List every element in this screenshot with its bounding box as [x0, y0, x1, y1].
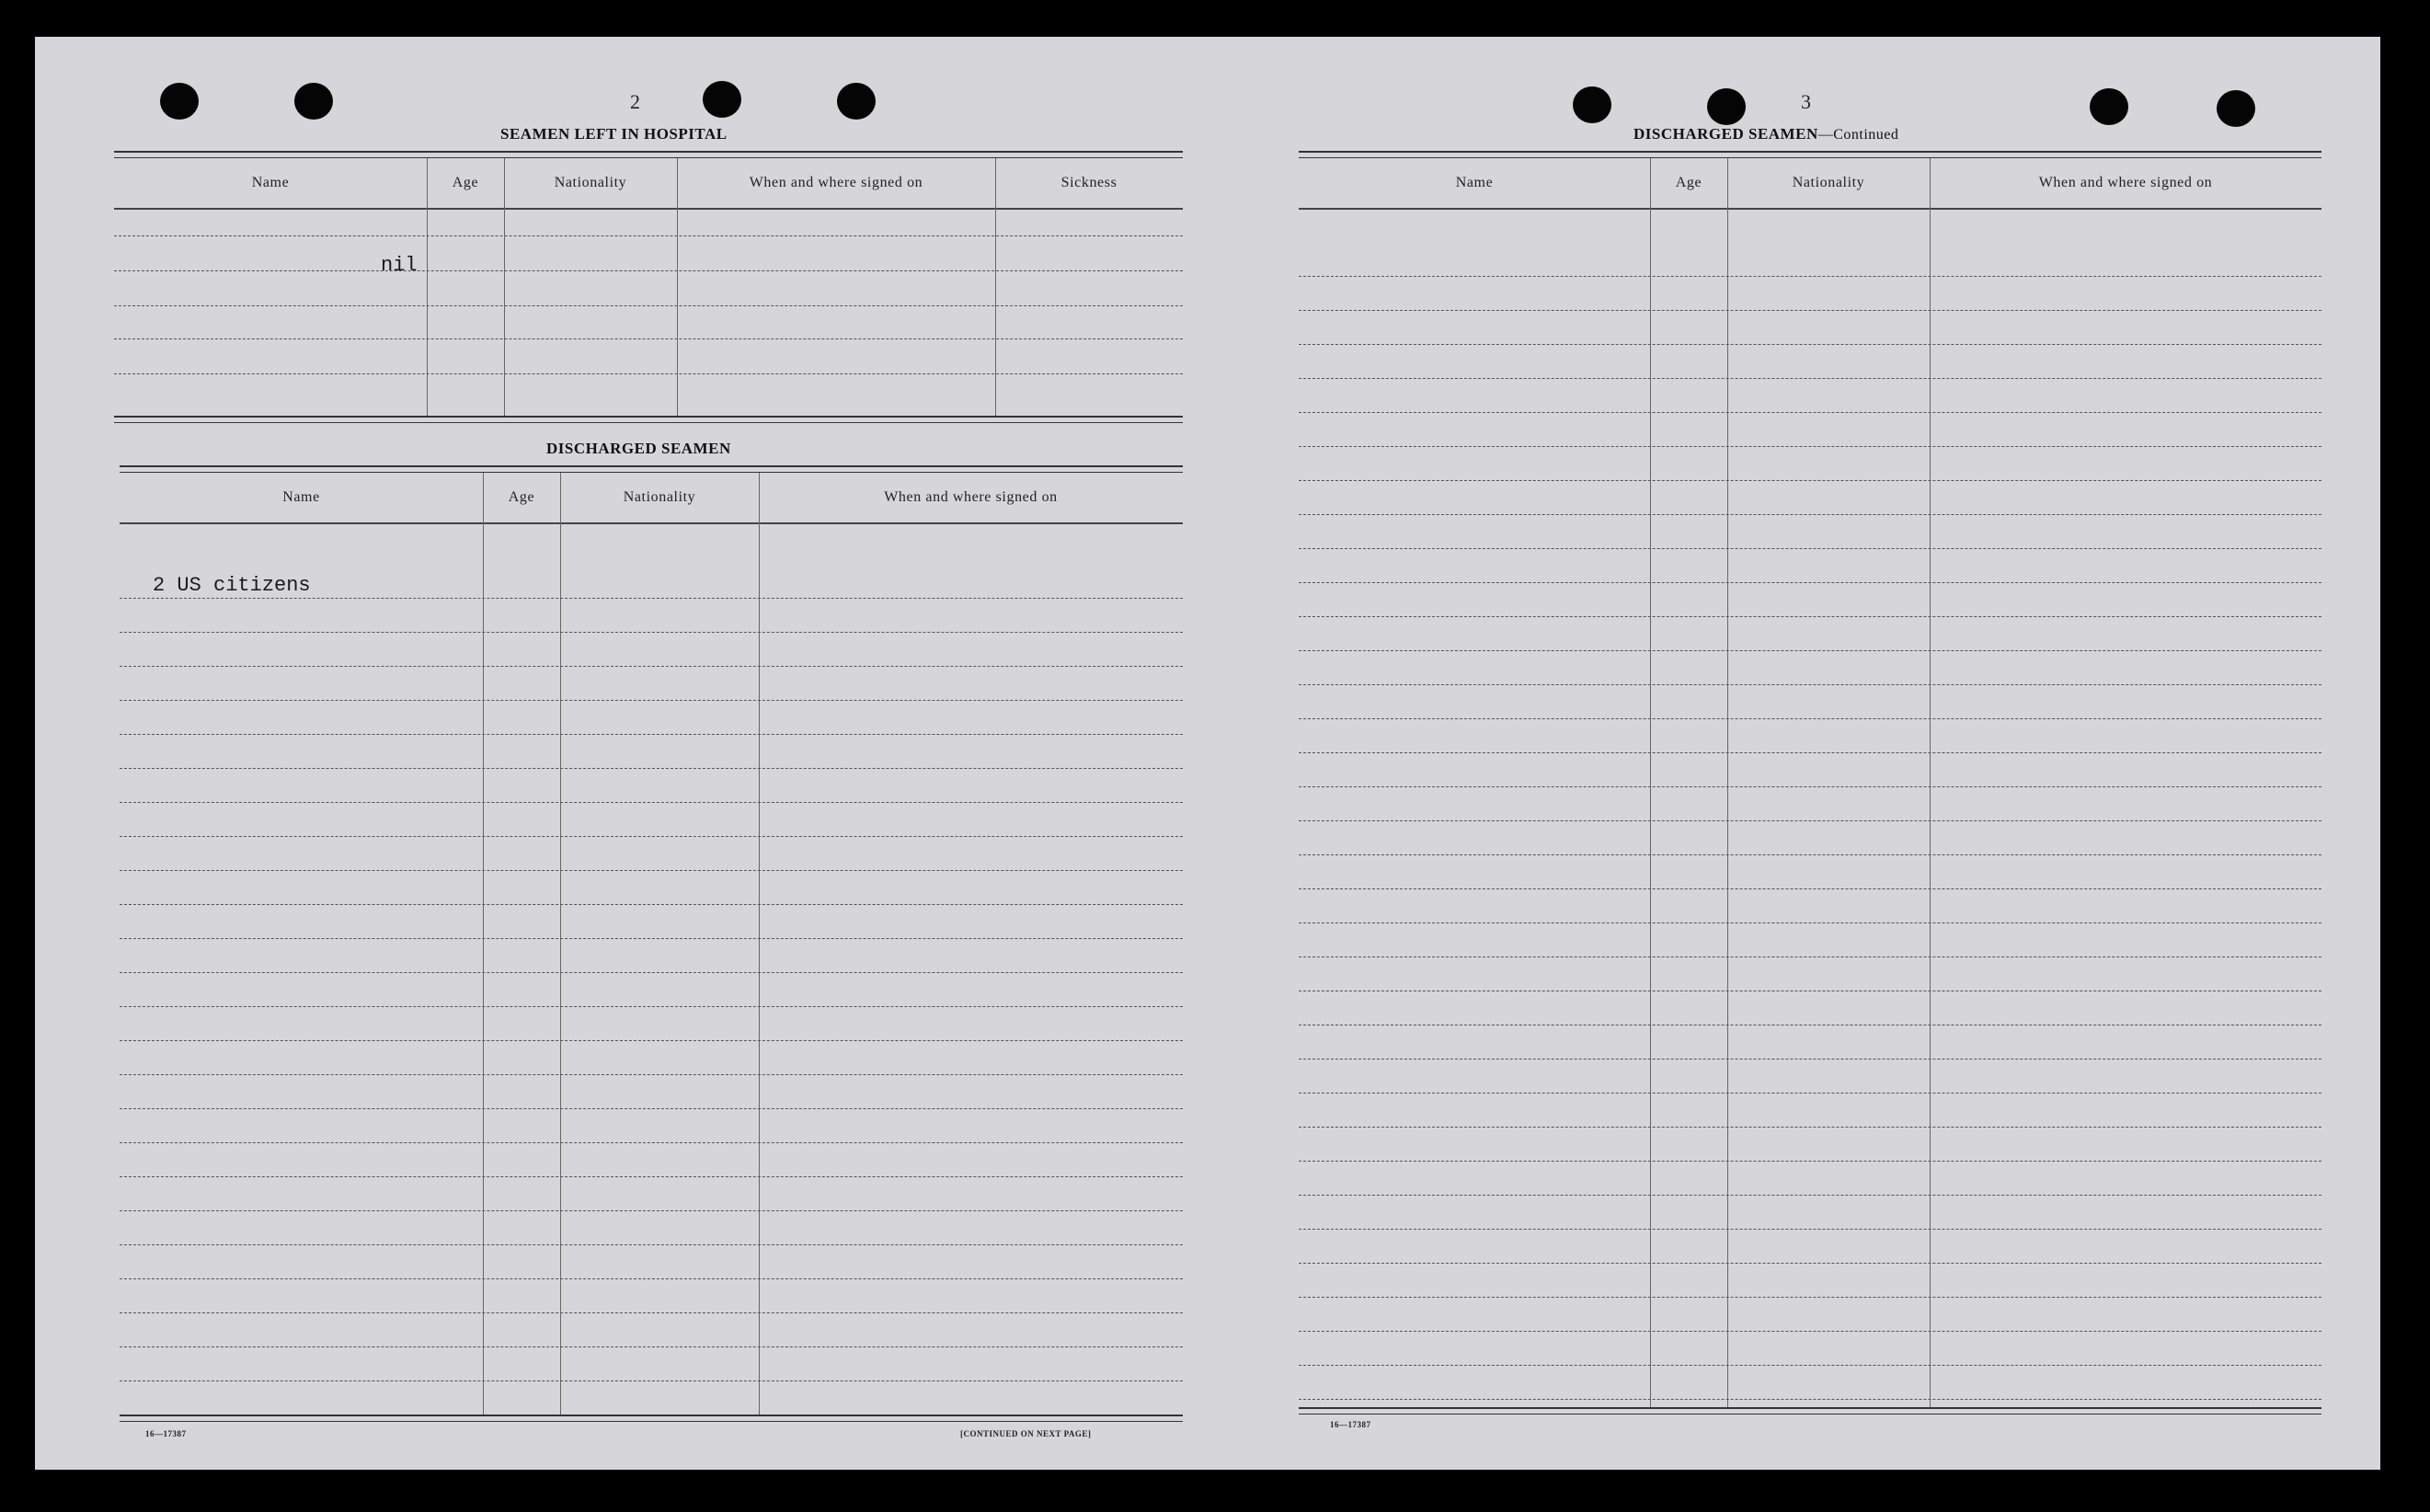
discharged-continued-header: [1299, 158, 2321, 210]
entry-line: [120, 1176, 1183, 1177]
entry-line: [120, 836, 1183, 837]
entry-line: [120, 972, 1183, 973]
right-bottom-rule: [1299, 1407, 2321, 1415]
entry-line: [1299, 1365, 2321, 1366]
entry-line: [1299, 276, 2321, 277]
entry-line: [114, 338, 1183, 339]
column-divider: [1727, 158, 1728, 1407]
entry-line: [1299, 1399, 2321, 1400]
column-header-signed-on: When and where signed on: [749, 175, 923, 190]
form-number-left: 16—17387: [145, 1429, 187, 1438]
entry-line: [1299, 1297, 2321, 1298]
entry-line: [1299, 1263, 2321, 1264]
page-number-left: 2: [630, 90, 640, 113]
discharged-section-title: DISCHARGED SEAMEN: [546, 440, 731, 457]
entry-line: [120, 870, 1183, 871]
entry-line: [120, 938, 1183, 939]
entry-line: [1299, 650, 2321, 651]
entry-line: [1299, 1195, 2321, 1196]
entry-line: [1299, 378, 2321, 379]
entry-line: [120, 1210, 1183, 1211]
entry-line: [1299, 888, 2321, 889]
entry-line: [1299, 1127, 2321, 1128]
entry-line: [1299, 514, 2321, 515]
hospital-bottom-rule: [114, 416, 1183, 423]
entry-line: [1299, 446, 2321, 447]
column-header-nationality: Nationality: [1792, 175, 1865, 190]
column-header-age: Age: [452, 175, 479, 190]
entry-line: [1299, 684, 2321, 685]
entry-line: [1299, 1059, 2321, 1060]
entry-line: [114, 373, 1183, 374]
discharged-top-rule: [120, 465, 1183, 473]
punch-hole: [1573, 86, 1611, 123]
punch-hole: [2090, 88, 2128, 125]
column-header-sickness: Sickness: [1060, 175, 1118, 190]
entry-line: [1299, 956, 2321, 957]
entry-line: [114, 305, 1183, 306]
column-divider: [560, 473, 561, 1415]
column-divider: [677, 158, 678, 416]
column-header-nationality: Nationality: [554, 175, 627, 190]
entry-line: [1299, 344, 2321, 345]
document-sheet: [35, 37, 2380, 1470]
entry-line: [120, 904, 1183, 905]
entry-line: [120, 632, 1183, 633]
right-top-rule: [1299, 151, 2321, 158]
entry-line: [120, 1380, 1183, 1381]
entry-line: [1299, 310, 2321, 311]
entry-line: [1299, 752, 2321, 753]
entry-line: [1299, 1161, 2321, 1162]
column-divider: [483, 473, 484, 1415]
punch-hole: [160, 83, 199, 120]
hospital-table-header: [114, 158, 1183, 210]
entry-line: [1299, 582, 2321, 583]
entry-line: [114, 270, 1183, 271]
column-divider: [995, 158, 996, 416]
entry-line: [120, 1244, 1183, 1245]
entry-line: [1299, 820, 2321, 821]
column-divider: [759, 473, 760, 1415]
discharged-table-left: [120, 473, 1183, 1415]
entry-line: [120, 1142, 1183, 1143]
hospital-section-title: SEAMEN LEFT IN HOSPITAL: [500, 125, 728, 143]
entry-line: [1299, 718, 2321, 719]
column-divider: [504, 158, 505, 416]
entry-line: [1299, 1093, 2321, 1094]
discharged-table-header: [120, 473, 1183, 524]
entry-line: [1299, 1331, 2321, 1332]
punch-hole: [1707, 88, 1746, 125]
entry-line: [1299, 922, 2321, 923]
column-header-signed-on: When and where signed on: [2038, 175, 2213, 190]
form-number-right: 16—17387: [1330, 1420, 1371, 1429]
punch-hole: [837, 83, 876, 120]
entry-line: [1299, 480, 2321, 481]
discharged-continued-title-suffix: —Continued: [1817, 127, 1899, 143]
page-number-right: 3: [1801, 90, 1811, 113]
entry-line: [120, 1108, 1183, 1109]
entry-line: [1299, 1229, 2321, 1230]
entry-line: [120, 1346, 1183, 1347]
hospital-entry-text: nil: [381, 254, 418, 277]
entry-line: [120, 1278, 1183, 1279]
column-header-name: Name: [1455, 175, 1494, 190]
column-header-name: Name: [282, 489, 320, 505]
entry-line: [120, 1040, 1183, 1041]
entry-line: [120, 768, 1183, 769]
entry-line: [120, 734, 1183, 735]
entry-line: [120, 802, 1183, 803]
entry-line: [120, 1312, 1183, 1313]
column-header-age: Age: [508, 489, 535, 505]
discharged-entry-text: 2 US citizens: [153, 574, 311, 597]
entry-line: [120, 700, 1183, 701]
entry-line: [1299, 786, 2321, 787]
discharged-continued-title: [1633, 125, 1898, 143]
entry-line: [120, 666, 1183, 667]
hospital-top-rule: [114, 151, 1183, 158]
entry-line: [114, 235, 1183, 236]
punch-hole: [703, 81, 741, 118]
column-divider: [1930, 158, 1931, 1407]
column-header-age: Age: [1675, 175, 1702, 190]
entry-line: [1299, 548, 2321, 549]
entry-line: [120, 598, 1183, 599]
column-header-signed-on: When and where signed on: [884, 489, 1058, 505]
column-divider: [1650, 158, 1651, 1407]
entry-line: [1299, 854, 2321, 855]
entry-line: [120, 1006, 1183, 1007]
column-header-nationality: Nationality: [623, 489, 696, 505]
column-header-name: Name: [251, 175, 290, 190]
column-divider: [427, 158, 428, 416]
entry-line: [1299, 616, 2321, 617]
entry-line: [1299, 412, 2321, 413]
punch-hole: [294, 83, 333, 120]
discharged-continued-title-main: DISCHARGED SEAMEN: [1633, 125, 1818, 143]
entry-line: [120, 1074, 1183, 1075]
continued-note: [CONTINUED ON NEXT PAGE]: [960, 1429, 1092, 1438]
punch-hole: [2217, 90, 2255, 127]
discharged-bottom-rule: [120, 1415, 1183, 1422]
discharged-table-right: [1299, 158, 2321, 1407]
hospital-table: [114, 158, 1183, 416]
